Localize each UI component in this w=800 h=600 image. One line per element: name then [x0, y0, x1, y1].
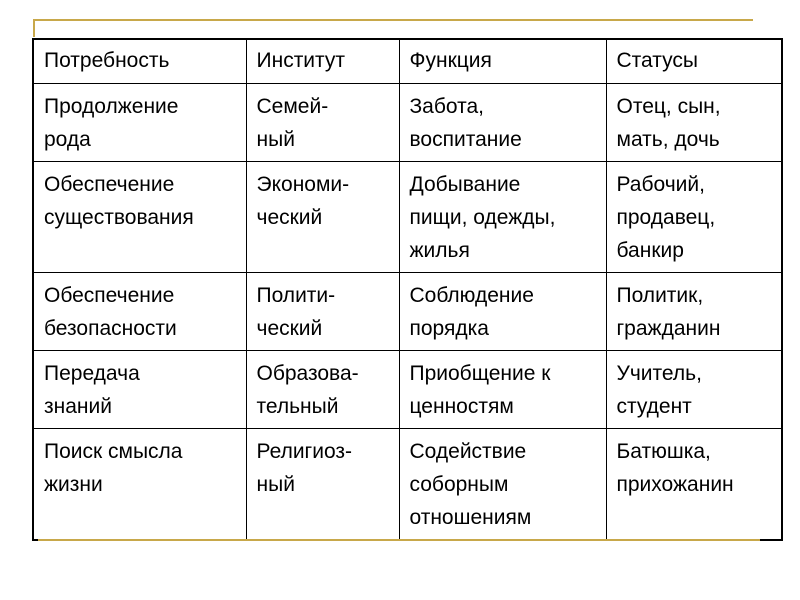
table-cell: Учитель, студент — [606, 351, 782, 429]
header-cell-statuses: Статусы — [606, 39, 782, 84]
table-cell: Соблюдение порядка — [399, 273, 606, 351]
table-cell: Добывание пищи, одежды, жилья — [399, 162, 606, 273]
table-cell: Экономи- ческий — [246, 162, 399, 273]
table-cell: Семей- ный — [246, 84, 399, 162]
table-cell: Религиоз- ный — [246, 429, 399, 541]
table-cell: Приобщение к ценностям — [399, 351, 606, 429]
table-cell: Обеспечение безопасности — [33, 273, 246, 351]
table-cell: Передача знаний — [33, 351, 246, 429]
table-cell: Рабочий, продавец, банкир — [606, 162, 782, 273]
header-cell-need: Потребность — [33, 39, 246, 84]
table-cell: Политик, гражданин — [606, 273, 782, 351]
institutions-table — [32, 38, 783, 541]
table-row — [33, 162, 782, 273]
table-cell: Содействие соборным отношениям — [399, 429, 606, 541]
table-header-row — [33, 39, 782, 84]
table-cell: Обеспечение существования — [33, 162, 246, 273]
table-cell: Отец, сын, мать, дочь — [606, 84, 782, 162]
header-cell-function: Функция — [399, 39, 606, 84]
table-row — [33, 84, 782, 162]
table-row — [33, 429, 782, 541]
table-cell: Поиск смысла жизни — [33, 429, 246, 541]
table-row — [33, 351, 782, 429]
table-cell: Образова- тельный — [246, 351, 399, 429]
bottom-accent-line — [38, 539, 760, 541]
table-row — [33, 273, 782, 351]
top-accent-tick — [33, 19, 35, 37]
table-cell: Полити- ческий — [246, 273, 399, 351]
table-cell: Батюшка, прихожанин — [606, 429, 782, 541]
top-accent-line — [33, 19, 753, 21]
header-cell-institution: Институт — [246, 39, 399, 84]
table-cell: Забота, воспитание — [399, 84, 606, 162]
table-cell: Продолжение рода — [33, 84, 246, 162]
